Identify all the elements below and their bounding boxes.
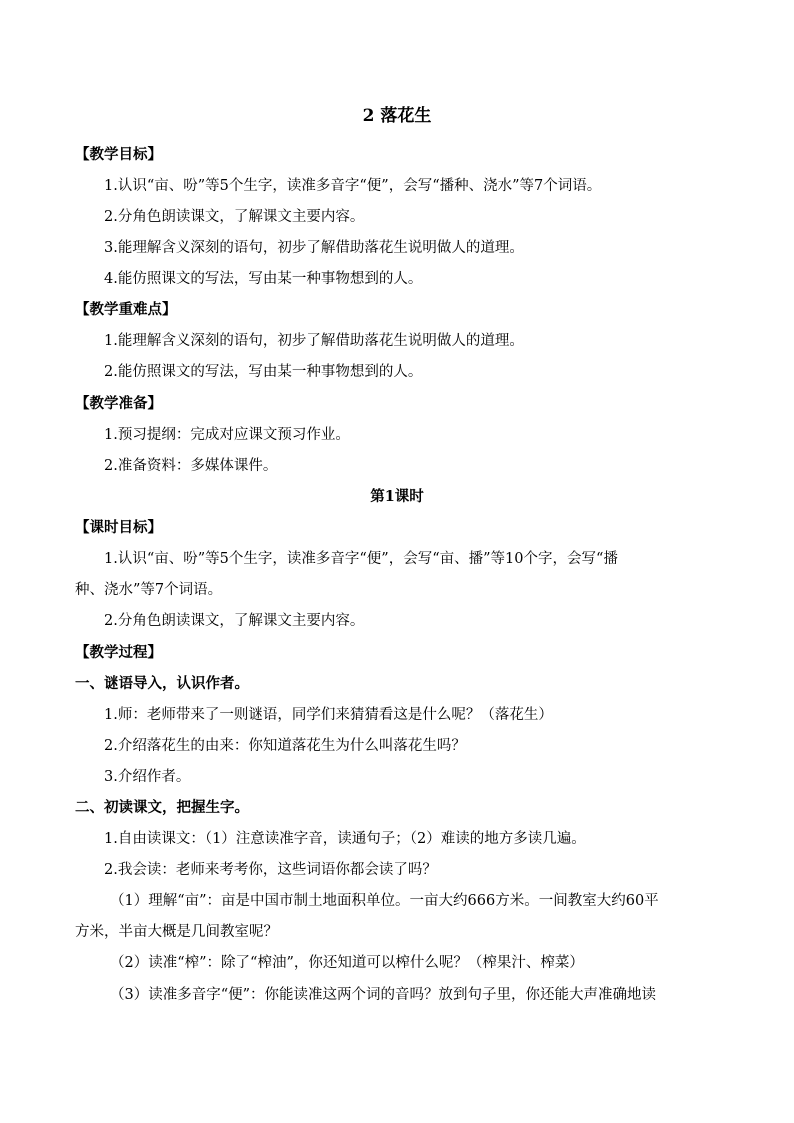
sub-item-continued: 方米，半亩大概是几间教室呢？	[75, 924, 278, 940]
lesson-goal-item: 2.分角色朗读课文，了解课文主要内容。	[104, 613, 365, 629]
section-item: 2.介绍落花生的由来：你知道落花生为什么叫落花生吗？	[104, 738, 466, 754]
lesson-goal-item-continued: 种、浇水”等7个词语。	[75, 582, 223, 598]
key-point-item: 1.能理解含义深刻的语句，初步了解借助落花生说明做人的道理。	[104, 333, 524, 349]
page-title: 2 落花生	[362, 106, 432, 126]
preparation-item: 1.预习提纲：完成对应课文预习作业。	[104, 427, 350, 443]
section-heading: 二、初读课文，把握生字。	[75, 799, 249, 816]
lesson-title: 第1课时	[370, 488, 424, 505]
sub-item: （1）理解“亩”：亩是中国市制土地面积单位。一亩大约666方米。一间教室大约60平	[110, 893, 659, 909]
lesson-goals-heading: 【课时目标】	[75, 519, 162, 536]
objectives-heading: 【教学目标】	[75, 146, 162, 163]
section-item: 1.自由读课文：（1）注意读准字音，读通句子；（2）难读的地方多读几遍。	[104, 831, 586, 847]
key-point-item: 2.能仿照课文的写法，写由某一种事物想到的人。	[104, 364, 423, 380]
preparation-heading: 【教学准备】	[75, 395, 162, 412]
objective-item: 1.认识“亩、吩”等5个生字，读准多音字“便”，会写“播种、浇水”等7个词语。	[104, 178, 602, 194]
objective-item: 2.分角色朗读课文，了解课文主要内容。	[104, 209, 365, 225]
lesson-goal-item: 1.认识“亩、吩”等5个生字，读准多音字“便”，会写“亩、播”等10个字，会写“播	[104, 551, 618, 567]
section-heading: 一、谜语导入，认识作者。	[75, 675, 249, 692]
preparation-item: 2.准备资料：多媒体课件。	[104, 458, 278, 474]
section-item: 2.我会读：老师来考考你，这些词语你都会读了吗？	[104, 862, 437, 878]
section-item: 1.师：老师带来了一则谜语，同学们来猜猜看这是什么呢？（落花生）	[104, 707, 553, 723]
objective-item: 3.能理解含义深刻的语句，初步了解借助落花生说明做人的道理。	[104, 240, 524, 256]
sub-item: （3）读准多音字“便”：你能读准这两个词的音吗？放到句子里，你还能大声准确地读	[110, 987, 657, 1003]
key-points-heading: 【教学重难点】	[75, 301, 177, 318]
section-item: 3.介绍作者。	[104, 769, 191, 785]
objective-item: 4.能仿照课文的写法，写由某一种事物想到的人。	[104, 271, 423, 287]
process-heading: 【教学过程】	[75, 644, 162, 661]
sub-item: （2）读准“榨”：除了“榨油”，你还知道可以榨什么呢？（榨果汁、榨菜）	[110, 955, 584, 971]
